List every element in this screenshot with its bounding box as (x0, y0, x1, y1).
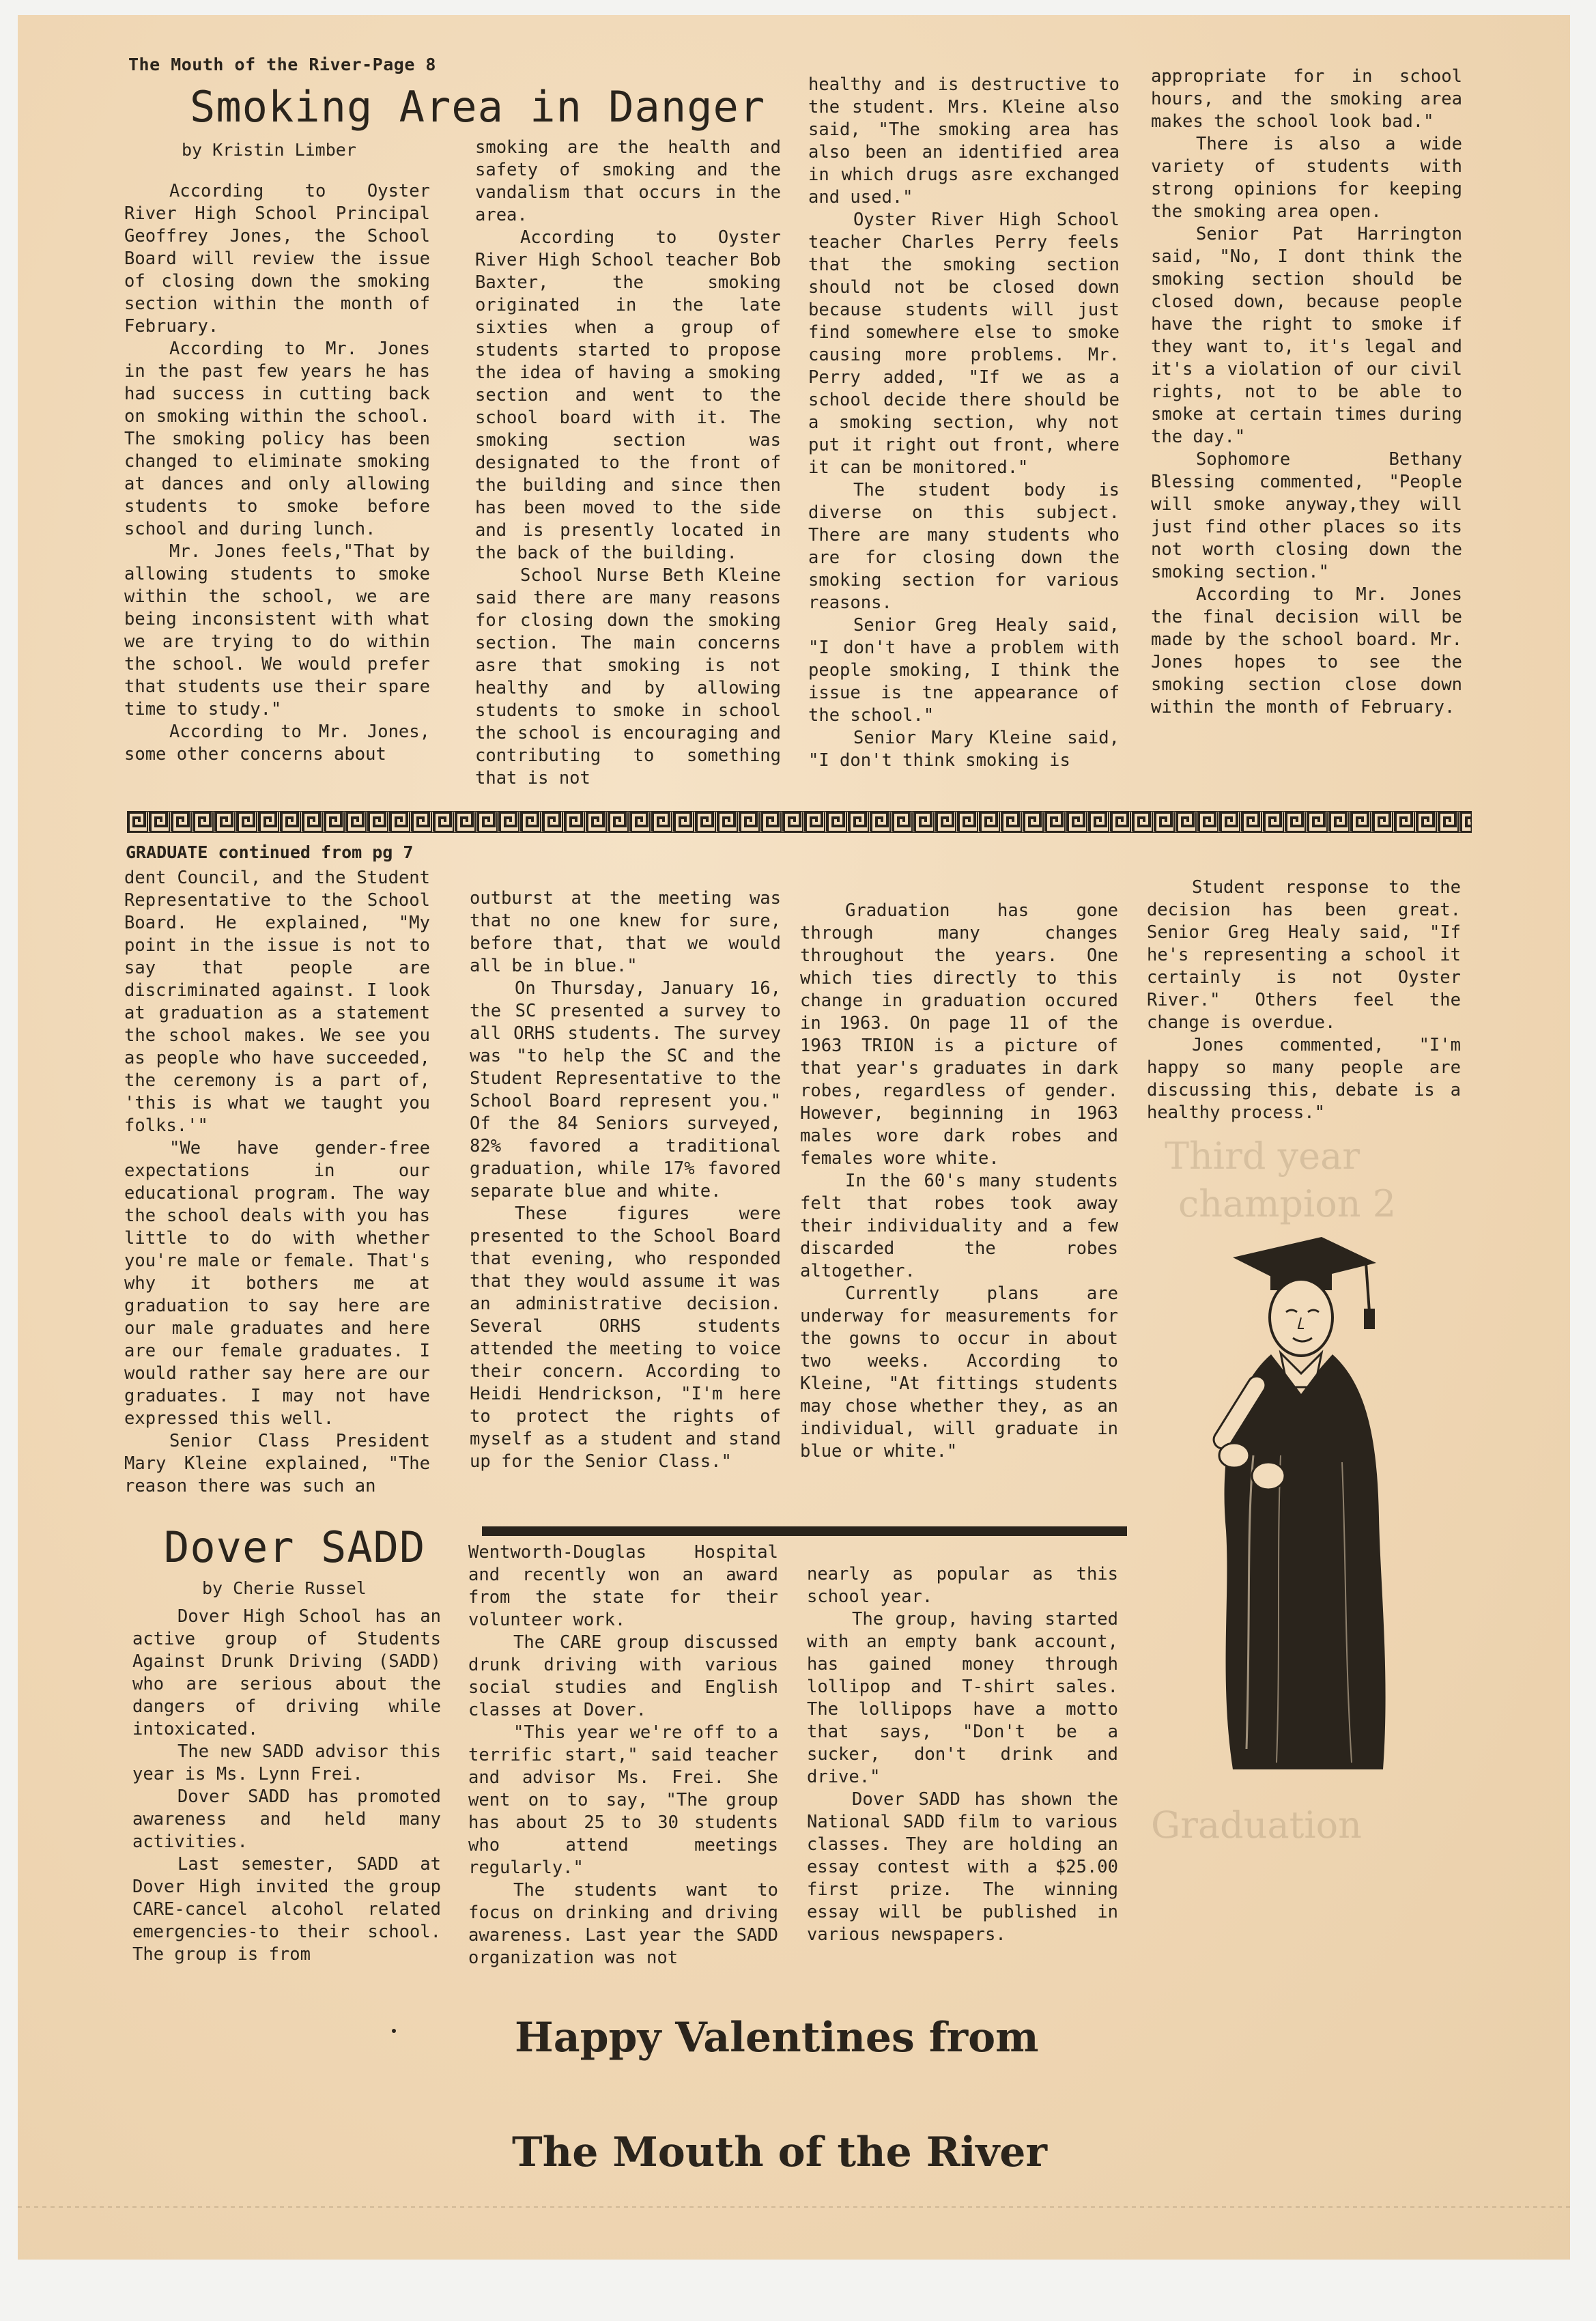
paragraph: outburst at the meeting was that no one knew for sure, before that, that we would all be in blue." (470, 888, 781, 976)
paragraph: smoking are the health and safety of smoking and the vandalism that occurs in the area. (475, 137, 781, 225)
paragraph: According to Oyster River High School Principal Geoffrey Jones, the School Board will review the issue of closing down the smoking section within the month of February. (124, 181, 430, 337)
graduate-continued-heading (126, 842, 413, 862)
paragraph: According to Mr. Jones the final decision will be made by the school board. Mr. Jones hopes to see the smoking section close down within the month of February. (1151, 584, 1462, 717)
footer-masthead-line: The Mouth of the River (512, 2128, 1048, 2176)
paragraph: According to Mr. Jones in the past few years he has had success in cutting back on smoking within the school. The smoking policy has been changed to eliminate smoking at dances and only allowing students to smoke before school and during lunch. (124, 339, 430, 539)
paragraph: Currently plans are underway for measurements for the gowns to occur in about two weeks. According to Kleine, "At fittings students may chose whether they, as an individual, will graduate in blue or white." (800, 1283, 1118, 1462)
paragraph: These figures were presented to the School Board that evening, who responded that they would assume it was an administrative decision. Several ORHS students attended the meeting to voice their concern. According to Heidi Hendrickson, "I'm here to protect the rights of myself as a student and stand up for the Senior Class." (470, 1204, 781, 1472)
paragraph: The new SADD advisor this year is Ms. Lynn Frei. (132, 1741, 441, 1784)
paragraph: Jones commented, "I'm happy so many people are discussing this, debate is a healthy process." (1147, 1035, 1461, 1123)
paragraph: Senior Greg Healy said, "I don't have a problem with people smoking, I think the issue is tne appearance of the school." (808, 615, 1120, 726)
graduate-column-4 (1147, 877, 1461, 1163)
continued-keyword: GRADUATE (126, 842, 208, 862)
paragraph: Mr. Jones feels,"That by allowing students to smoke within the school, we are being inconsistent with what we are trying to do within the school. We would prefer that students use their spare time to study." (124, 541, 430, 720)
paragraph: nearly as popular as this school year. (807, 1564, 1118, 1607)
paragraph: Wentworth-Douglas Hospital and recently won an award from the state for their volunteer work. (468, 1542, 778, 1630)
paragraph: The group, having started with an empty bank account, has gained money through lollipop and T-shirt sales. The lollipops have a motto that says, "Don't be a sucker, don't drink and drive." (807, 1609, 1118, 1787)
sadd-column-2 (468, 1541, 778, 1985)
paragraph: Senior Pat Harrington said, "No, I dont think the smoking section should be closed down, because people have the right to smoke if they want to, it's legal and it's a violation of our civil rights, not to be able to smoke at certain times during the day." (1151, 224, 1462, 447)
smoking-column-4 (1151, 66, 1462, 769)
paragraph: Oyster River High School teacher Charles Perry feels that the smoking section should not be closed down because students will just find somewhere else to smoke causing more problems. Mr. Perry added, "If we as a school decide there should be a smoking section, why not put it right out front, where it can be monitored." (808, 210, 1120, 478)
paragraph: School Nurse Beth Kleine said there are many reasons for closing down the smoking section. The main concerns asre that smoking is not healthy and by allowing students to smoke in school the school is encouraging and contributing to something that is not (475, 565, 781, 788)
smoking-byline: by Kristin Limber (182, 140, 356, 160)
stray-dot-decoration (392, 2029, 396, 2033)
graduate-column-2 (470, 887, 781, 1522)
graduate-column-1 (124, 867, 430, 1495)
paragraph: "We have gender-free expectations in our educational program. The way the school deals with you has little to do with whether you're male or female. That's why it bothers me at graduation to say here are our male graduates and here are our female graduates. I would rather say here are our graduates. I may not have expressed this well. (124, 1138, 430, 1429)
paragraph: The students want to focus on drinking and driving awareness. Last year the SADD organization was not (468, 1880, 778, 1968)
graduate-illustration-icon (1206, 1230, 1410, 1776)
paragraph: On Thursday, January 16, the SC presented a survey to all ORHS students. The survey was "to help the SC and the Student Representative to the School Board represent you." Of the 84 Seniors surveyed, 82% favored a traditional graduation, while 17% favored separate blue and white. (470, 978, 781, 1201)
fold-line-decoration (18, 2206, 1570, 2208)
bleed-through-decoration: Third year (1165, 1135, 1360, 1178)
sadd-column-1 (132, 1606, 441, 1988)
paragraph: healthy and is destructive to the student. Mrs. Kleine also said, "The smoking area has also been an identified area in which drugs asre exchanged and used." (808, 74, 1120, 208)
paragraph: "This year we're off to a terrific start," said teacher and advisor Ms. Frei. She went on to say, "The group has about 25 to 30 students who attend meetings regularly." (468, 1722, 778, 1878)
paragraph: There is also a wide variety of students with strong opinions for keeping the smoking area open. (1151, 134, 1462, 222)
graduate-column-3 (800, 900, 1118, 1500)
paragraph: Dover SADD has shown the National SADD film to various classes. They are holding an essay contest with a $25.00 first prize. The winning essay will be published in various newspapers. (807, 1789, 1118, 1945)
paragraph: Sophomore Bethany Blessing commented, "People will smoke anyway,they will just find other places so its not worth closing down the smoking section." (1151, 449, 1462, 582)
paragraph: Senior Class President Mary Kleine explained, "The reason there was such an (124, 1431, 430, 1495)
paragraph: appropriate for in school hours, and the smoking area makes the school look bad." (1151, 66, 1462, 132)
greek-key-border-icon (127, 811, 1472, 833)
paragraph: Dover High School has an active group of Students Against Drunk Driving (SADD) who are serious about the dangers of driving while intoxicated. (132, 1606, 441, 1739)
smoking-column-3 (808, 74, 1120, 806)
paragraph: The student body is diverse on this subject. There are many students who are for closing down the smoking section for various reasons. (808, 480, 1120, 613)
paragraph: dent Council, and the Student Representative to the School Board. He explained, "My point in the issue is not to say that people are discriminated against. I look at graduation as a statement the school makes. We see you as people who have succeeded, the ceremony is a part of, 'this is what we taught you folks.'" (124, 868, 430, 1136)
footer-valentines-line: Happy Valentines from (515, 2014, 1039, 2062)
paragraph: Senior Mary Kleine said, "I don't think smoking is (808, 728, 1120, 771)
sadd-column-3 (807, 1563, 1118, 1973)
bleed-through-decoration: champion 2 (1178, 1182, 1397, 1225)
continued-text: continued from pg 7 (208, 842, 414, 862)
running-head: The Mouth of the River-Page 8 (128, 55, 436, 74)
paragraph: According to Mr. Jones, some other concerns about (124, 722, 430, 765)
section-divider-rule (482, 1526, 1127, 1536)
sadd-headline: Dover SADD (164, 1522, 426, 1572)
paragraph: In the 60's many students felt that robes took away their individuality and a few discarded the robes altogether. (800, 1171, 1118, 1281)
smoking-headline: Smoking Area in Danger (190, 82, 766, 132)
paragraph: Dover SADD has promoted awareness and held many activities. (132, 1786, 441, 1852)
paragraph: According to Oyster River High School teacher Bob Baxter, the smoking originated in the late sixties when a group of students started to propose the idea of having a smoking section and went to the school board with it. The smoking section was designated to the front of the building and since then has been moved to the side and is presently located in the back of the building. (475, 227, 781, 563)
paragraph: Graduation has gone through many changes throughout the years. One which ties directly to this change in graduation occured in 1963. On page 11 of the 1963 TRION is a picture of that year's graduates in dark robes, regardless of gender. However, beginning in 1963 males wore dark robes and females wore white. (800, 900, 1118, 1169)
paragraph: Student response to the decision has been great. Senior Greg Healy said, "If he's representing a school it certainly is not Oyster River." Others feel the change is overdue. (1147, 877, 1461, 1033)
paragraph: The CARE group discussed drunk driving with various social studies and English classes at Dover. (468, 1632, 778, 1720)
smoking-column-2 (475, 137, 781, 806)
newspaper-page (18, 15, 1570, 2260)
sadd-byline: by Cherie Russel (202, 1578, 367, 1598)
paragraph: Last semester, SADD at Dover High invited the group CARE-cancel alcohol related emergencies-to their school. The group is from (132, 1854, 441, 1965)
smoking-column-1 (124, 180, 430, 806)
bleed-through-decoration: Graduation (1151, 1804, 1362, 1847)
